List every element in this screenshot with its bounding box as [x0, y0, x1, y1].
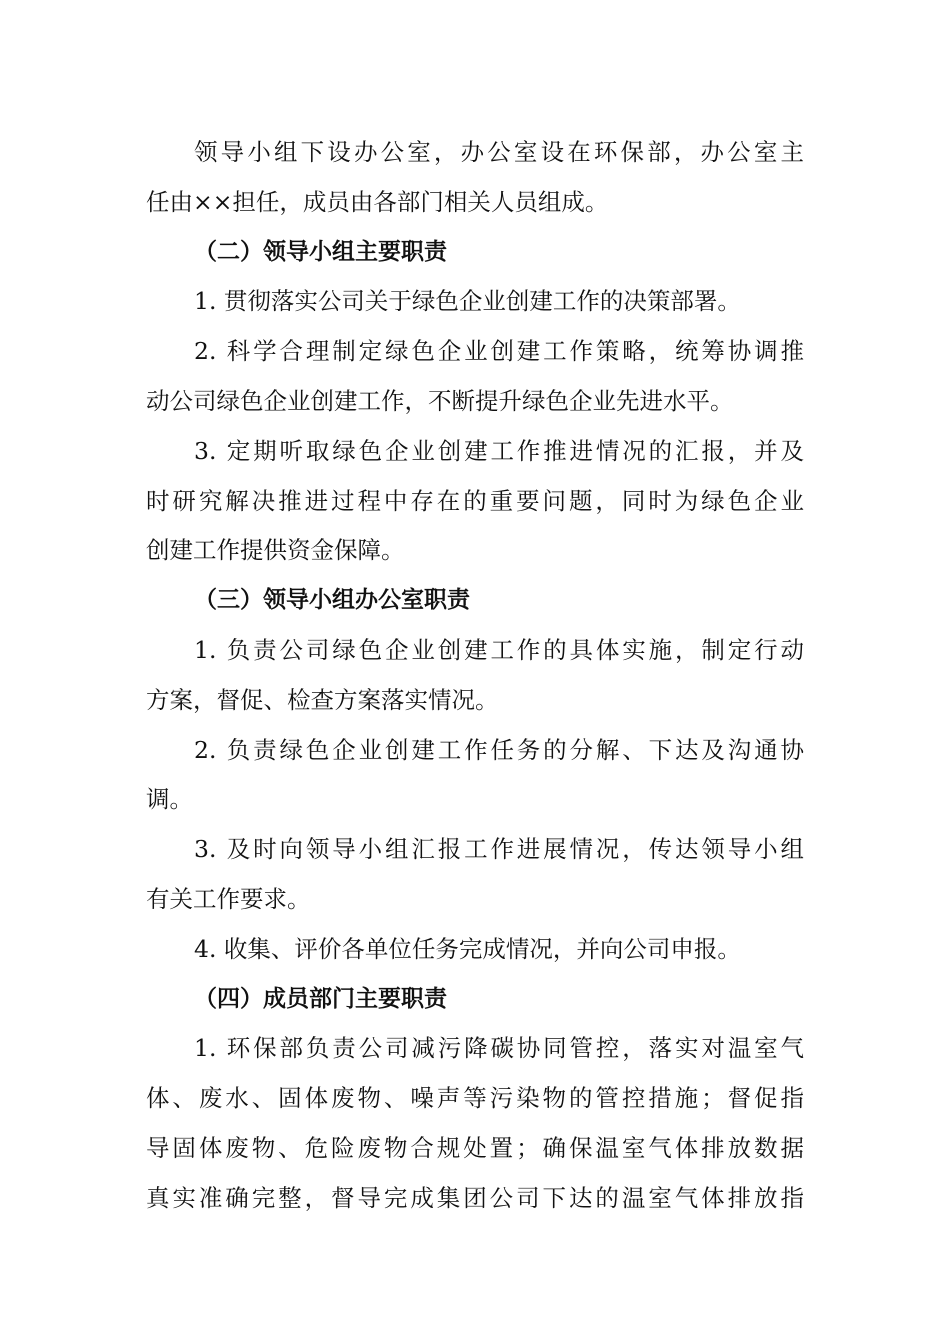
body-paragraph — [146, 327, 804, 427]
paragraph-line: 1. 负责公司绿色企业创建工作的具体实施，制定行动 — [194, 635, 804, 664]
body-paragraph — [146, 277, 804, 327]
section-heading — [146, 228, 804, 278]
paragraph-line: 1. 环保部负责公司减污降碳协同管控，落实对温室气 — [194, 1034, 804, 1063]
heading-text: （四）成员部门主要职责 — [194, 985, 447, 1012]
section-heading — [146, 975, 804, 1025]
paragraph-line: 调。 — [146, 785, 193, 814]
paragraph-line: 动公司绿色企业创建工作，不断提升绿色企业先进水平。 — [146, 386, 734, 415]
body-paragraph — [146, 726, 804, 826]
document-page — [146, 128, 804, 1224]
body-paragraph — [146, 925, 804, 975]
paragraph-line: 4. 收集、评价各单位任务完成情况，并向公司申报。 — [194, 934, 741, 963]
paragraph-line: 导固体废物、危险废物合规处置；确保温室气体排放数据 — [146, 1133, 804, 1162]
heading-text: （三）领导小组办公室职责 — [194, 587, 470, 614]
paragraph-line: 领导小组下设办公室，办公室设在环保部，办公室主 — [194, 138, 804, 166]
paragraph-line: 创建工作提供资金保障。 — [146, 536, 405, 565]
body-paragraph — [146, 825, 804, 925]
body-paragraph — [146, 427, 804, 576]
paragraph-line: 1. 贯彻落实公司关于绿色企业创建工作的决策部署。 — [194, 287, 741, 316]
section-heading — [146, 576, 804, 626]
paragraph-line: 任由××担任，成员由各部门相关人员组成。 — [146, 187, 609, 216]
body-paragraph — [146, 1024, 804, 1223]
paragraph-line: 3. 定期听取绿色企业创建工作推进情况的汇报，并及 — [194, 436, 804, 465]
paragraph-line: 方案，督促、检查方案落实情况。 — [146, 685, 499, 714]
paragraph-line: 3. 及时向领导小组汇报工作进展情况，传达领导小组 — [194, 835, 804, 864]
body-paragraph — [146, 128, 804, 228]
paragraph-line: 2. 科学合理制定绿色企业创建工作策略，统筹协调推 — [194, 337, 804, 366]
paragraph-line: 真实准确完整，督导完成集团公司下达的温室气体排放指 — [146, 1183, 804, 1212]
paragraph-line: 2. 负责绿色企业创建工作任务的分解、下达及沟通协 — [194, 735, 804, 764]
paragraph-line: 有关工作要求。 — [146, 884, 311, 913]
paragraph-line: 体、废水、固体废物、噪声等污染物的管控措施；督促指 — [146, 1084, 804, 1113]
body-paragraph — [146, 626, 804, 726]
paragraph-line: 时研究解决推进过程中存在的重要问题，同时为绿色企业 — [146, 486, 804, 515]
heading-text: （二）领导小组主要职责 — [194, 238, 447, 265]
